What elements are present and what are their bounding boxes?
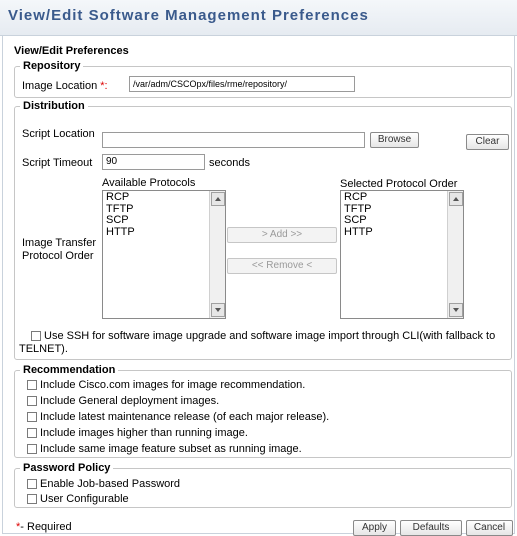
scroll-up-icon[interactable]	[211, 192, 225, 206]
selected-protocols-header: Selected Protocol Order	[340, 178, 458, 190]
recommend-higher-checkbox[interactable]	[27, 428, 37, 438]
script-timeout-input[interactable]: 90	[102, 154, 205, 170]
recommend-same-feature-checkbox[interactable]	[27, 444, 37, 454]
script-location-label: Script Location	[22, 128, 95, 140]
ssh-label-line1: Use SSH for software image upgrade and software image import through CLI(with fallback to	[44, 330, 496, 342]
recommend-cisco-checkbox[interactable]	[27, 380, 37, 390]
page-title-bar	[0, 0, 517, 36]
recommend-higher-label: Include images higher than running image.	[40, 427, 248, 439]
script-timeout-label: Script Timeout	[22, 157, 93, 169]
recommend-cisco-label: Include Cisco.com images for image recommendation.	[40, 379, 306, 391]
scroll-down-icon[interactable]	[449, 303, 463, 317]
scrollbar[interactable]	[447, 191, 463, 318]
selected-protocols-list[interactable]	[340, 190, 464, 319]
image-location-label: Image Location *:	[22, 80, 108, 92]
image-transfer-label: Image Transfer	[22, 237, 96, 249]
add-button[interactable]: > Add >>	[227, 227, 337, 243]
script-location-input[interactable]	[102, 132, 365, 148]
remove-button[interactable]: << Remove <	[227, 258, 337, 274]
browse-button[interactable]: Browse	[370, 132, 419, 148]
scroll-up-icon[interactable]	[449, 192, 463, 206]
password-policy-legend: Password Policy	[20, 462, 113, 474]
user-configurable-checkbox[interactable]	[27, 494, 37, 504]
list-item[interactable]: RCP	[344, 191, 368, 203]
seconds-label: seconds	[209, 157, 250, 169]
job-password-checkbox[interactable]	[27, 479, 37, 489]
distribution-legend: Distribution	[20, 100, 88, 112]
recommend-latest-checkbox[interactable]	[27, 412, 37, 422]
available-protocols-header: Available Protocols	[102, 177, 196, 189]
defaults-button[interactable]: Defaults	[400, 520, 462, 536]
page-title: View/Edit Software Management Preferences	[8, 7, 369, 24]
required-marker: *:	[100, 80, 108, 92]
job-password-label: Enable Job-based Password	[40, 478, 181, 490]
image-location-input[interactable]: /var/adm/CSCOpx/files/rme/repository/	[129, 76, 355, 92]
list-item[interactable]: HTTP	[106, 225, 135, 238]
list-item[interactable]: RCP	[106, 191, 130, 203]
list-item[interactable]: SCP	[106, 214, 129, 226]
clear-button[interactable]: Clear	[466, 134, 509, 150]
recommend-general-label: Include General deployment images.	[40, 395, 220, 407]
repository-legend: Repository	[20, 60, 83, 72]
user-configurable-label: User Configurable	[40, 493, 129, 505]
section-title: View/Edit Preferences	[14, 45, 129, 57]
list-item[interactable]: SCP	[344, 214, 367, 226]
ssh-label-line2: TELNET).	[19, 343, 68, 355]
protocol-order-label: Protocol Order	[22, 250, 94, 262]
ssh-checkbox[interactable]	[31, 331, 41, 341]
list-item[interactable]: TFTP	[344, 202, 372, 215]
cancel-button[interactable]: Cancel	[466, 520, 513, 536]
recommendation-legend: Recommendation	[20, 364, 118, 376]
required-star: *	[16, 521, 21, 533]
list-item[interactable]: HTTP	[344, 225, 373, 238]
available-protocols-list[interactable]	[102, 190, 226, 319]
recommend-same-feature-label: Include same image feature subset as running image.	[40, 443, 302, 455]
recommend-latest-label: Include latest maintenance release (of each major release).	[40, 411, 330, 423]
required-note: *- Required	[16, 521, 72, 533]
list-item[interactable]: TFTP	[106, 202, 134, 215]
apply-button[interactable]: Apply	[353, 520, 396, 536]
scrollbar[interactable]	[209, 191, 225, 318]
scroll-down-icon[interactable]	[211, 303, 225, 317]
recommend-general-checkbox[interactable]	[27, 396, 37, 406]
